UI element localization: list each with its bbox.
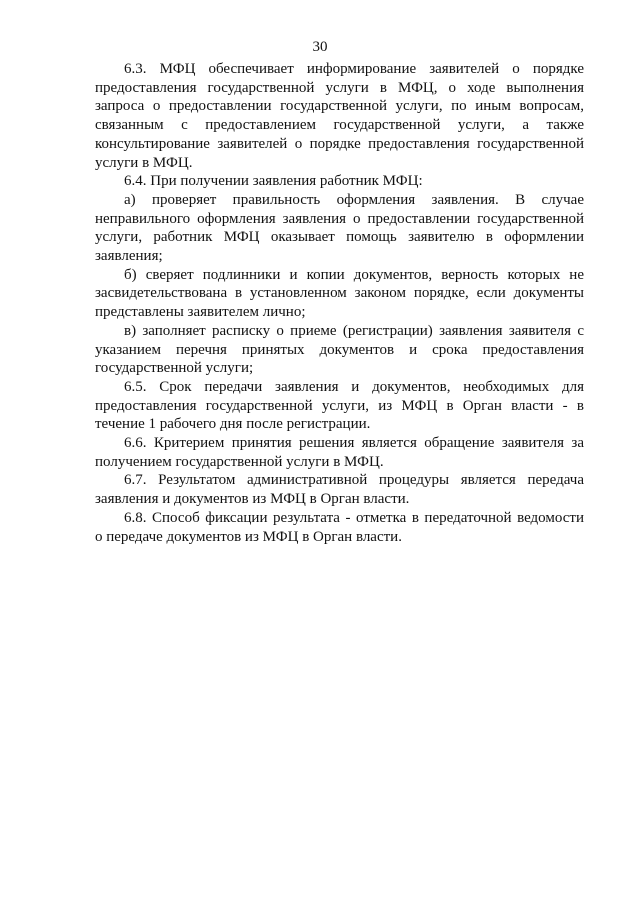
paragraph-6-5 bbox=[95, 378, 584, 434]
paragraph-line: течение 1 рабочего дня после регистрации. bbox=[95, 416, 371, 433]
paragraph-line: консультирование заявителей о порядке предоставления государственной bbox=[95, 135, 584, 152]
paragraph-line: представлены заявителем лично; bbox=[95, 304, 306, 321]
paragraph-line: заявления; bbox=[95, 248, 163, 265]
paragraph-6-4-v bbox=[95, 322, 584, 378]
paragraph-6-6 bbox=[95, 434, 584, 471]
paragraph-6-4-a bbox=[95, 191, 584, 266]
document-body bbox=[95, 60, 584, 546]
paragraph-6-7 bbox=[95, 471, 584, 508]
paragraph-line: предоставления государственной услуги, из МФЦ в Орган власти - в bbox=[95, 397, 584, 414]
page-number: 30 bbox=[312, 39, 328, 55]
paragraph-line: услуги, работник МФЦ оказывает помощь заявителю в оформлении bbox=[95, 229, 584, 246]
paragraph-6-3 bbox=[95, 60, 584, 172]
paragraph-6-8 bbox=[95, 509, 584, 546]
paragraph-line: засвидетельствована в установленном законом порядке, если документы bbox=[95, 285, 584, 302]
paragraph-line: государственной услуги; bbox=[95, 360, 254, 377]
paragraph-6-4 bbox=[95, 172, 584, 191]
paragraph-line: б) сверяет подлинники и копии документов, верность которых не bbox=[124, 266, 584, 283]
paragraph-line: 6.4. При получении заявления работник МФЦ: bbox=[124, 173, 423, 190]
paragraph-line: а) проверяет правильность оформления заявления. В случае bbox=[124, 191, 584, 208]
paragraph-line: в) заполняет расписку о приеме (регистрации) заявления заявителя с bbox=[124, 322, 584, 339]
paragraph-line: 6.6. Критерием принятия решения является обращение заявителя за bbox=[124, 435, 584, 452]
paragraph-line: услуги в МФЦ. bbox=[95, 154, 193, 171]
paragraph-line: 6.7. Результатом административной процедуры является передача bbox=[124, 472, 584, 489]
paragraph-line: о передаче документов из МФЦ в Орган власти. bbox=[95, 528, 402, 545]
paragraph-line: 6.5. Срок передачи заявления и документов, необходимых для bbox=[124, 378, 584, 395]
paragraph-line: 6.3. МФЦ обеспечивает информирование заявителей о порядке bbox=[124, 61, 584, 77]
paragraph-line: указанием перечня принятых документов и срока предоставления bbox=[95, 341, 584, 358]
paragraph-line: 6.8. Способ фиксации результата - отметка в передаточной ведомости bbox=[124, 509, 584, 526]
paragraph-line: неправильного оформления заявления о предоставлении государственной bbox=[95, 210, 584, 227]
paragraph-line: заявления и документов из МФЦ в Орган власти. bbox=[95, 491, 410, 508]
paragraph-line: запроса о предоставлении государственной услуги, по иным вопросам, bbox=[95, 98, 584, 115]
paragraph-6-4-b bbox=[95, 266, 584, 322]
paragraph-line: связанным с предоставлением государственной услуги, а также bbox=[95, 117, 584, 134]
paragraph-line: получением государственной услуги в МФЦ. bbox=[95, 453, 384, 470]
paragraph-line: предоставления государственной услуги в МФЦ, о ходе выполнения bbox=[95, 79, 584, 96]
